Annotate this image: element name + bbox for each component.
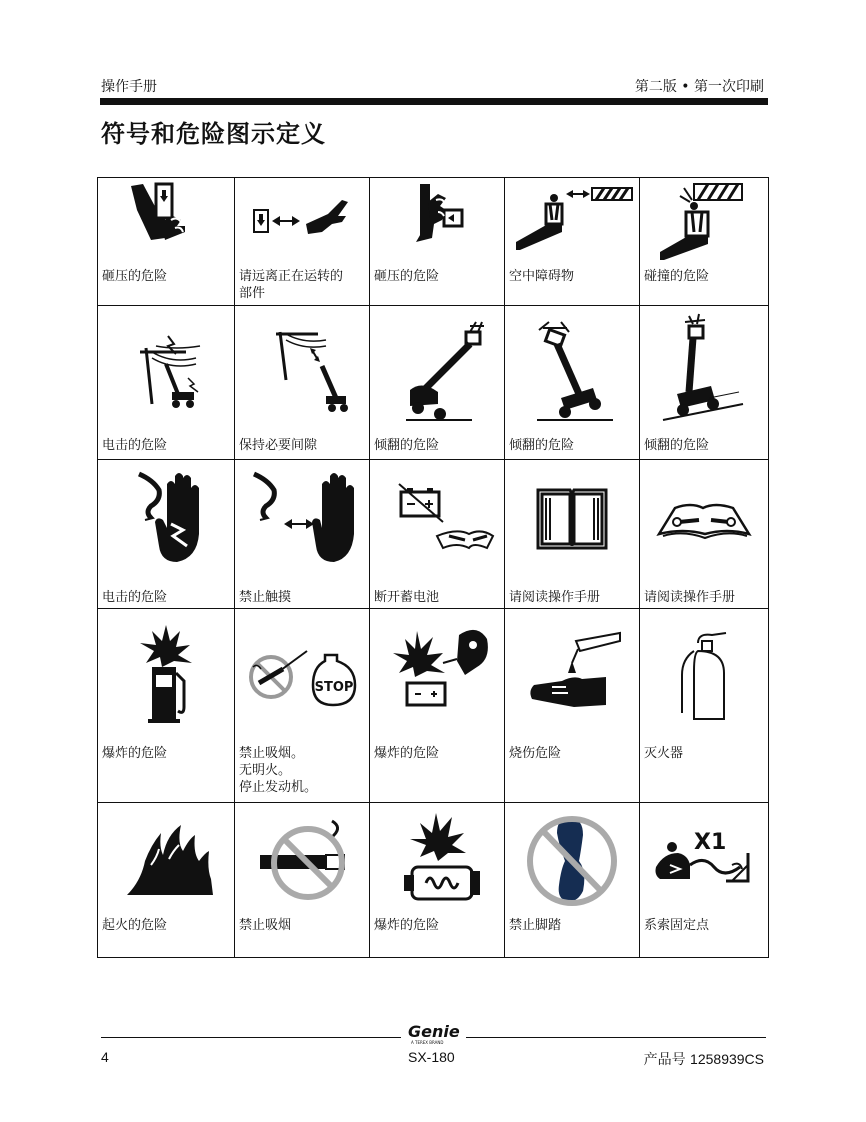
symbol-label: 禁止脚踏 xyxy=(509,918,562,933)
table-row xyxy=(98,803,769,958)
symbol-label: 爆炸的危险 xyxy=(102,746,168,761)
edition-info: 第二版 • 第一次印刷 xyxy=(634,79,764,95)
table-cell xyxy=(98,178,235,305)
table-cell xyxy=(640,803,769,957)
header-rule xyxy=(100,98,768,105)
battery-explosion-icon xyxy=(370,611,504,741)
tip-over-hazard-icon xyxy=(370,308,504,428)
symbol-label: 电击的危险 xyxy=(102,438,168,453)
no-smoking-stop-icon xyxy=(235,611,369,741)
tip-over-hazard-icon xyxy=(640,308,768,428)
model-name: SX-180 xyxy=(408,1049,455,1065)
table-cell xyxy=(98,803,235,957)
symbol-label: 起火的危险 xyxy=(102,918,168,933)
footer-rule-right xyxy=(466,1037,766,1038)
lanyard-anchor-icon xyxy=(640,805,768,915)
symbol-label: 请阅读操作手册 xyxy=(644,590,736,605)
table-cell xyxy=(640,609,769,802)
read-manual-open-icon xyxy=(640,462,768,582)
no-smoking-icon xyxy=(235,805,369,915)
symbol-label: 请远离正在运转的 部件 xyxy=(239,269,344,301)
table-cell xyxy=(505,609,640,802)
symbol-label: 倾翻的危险 xyxy=(509,438,575,453)
fire-hazard-icon xyxy=(98,805,234,915)
symbol-label: 爆炸的危险 xyxy=(374,746,440,761)
symbol-label: 烧伤危险 xyxy=(509,746,562,761)
table-cell xyxy=(370,609,505,802)
no-step-icon xyxy=(505,805,639,915)
table-cell xyxy=(370,306,505,459)
collision-hazard-icon xyxy=(640,180,768,262)
symbol-label: 禁止触摸 xyxy=(239,590,292,605)
symbol-label: 倾翻的危险 xyxy=(374,438,440,453)
moving-parts-icon xyxy=(235,180,369,262)
symbol-label: 砸压的危险 xyxy=(102,269,168,284)
manual-name: 操作手册 xyxy=(101,79,157,95)
disconnect-battery-icon xyxy=(370,462,504,582)
symbol-label: 保持必要间隙 xyxy=(239,438,318,453)
symbol-label: 请阅读操作手册 xyxy=(509,590,601,605)
do-not-touch-icon xyxy=(235,462,369,582)
symbol-label: 倾翻的危险 xyxy=(644,438,710,453)
logo-tagline: A TEREX BRAND xyxy=(411,1040,444,1045)
table-cell xyxy=(370,460,505,608)
table-row xyxy=(98,460,769,609)
symbol-label: 电击的危险 xyxy=(102,590,168,605)
table-cell xyxy=(235,178,370,305)
table-cell xyxy=(235,803,370,957)
table-cell xyxy=(370,803,505,957)
maintain-clearance-icon xyxy=(235,308,369,428)
table-cell xyxy=(640,178,769,305)
symbol-label: 禁止吸烟。 无明火。 停止发动机。 xyxy=(239,746,318,795)
anchor-count-text: X1 xyxy=(694,830,727,855)
symbol-label: 灭火器 xyxy=(644,746,684,761)
table-cell xyxy=(98,609,235,802)
overhead-obstruction-icon xyxy=(505,180,639,262)
page-number: 4 xyxy=(101,1049,109,1065)
tip-over-hazard-icon xyxy=(505,308,639,428)
table-cell xyxy=(235,460,370,608)
part-number-value: 1258939CS xyxy=(690,1051,764,1067)
part-number xyxy=(644,1049,764,1069)
symbol-label: 碰撞的危险 xyxy=(644,269,710,284)
table-row xyxy=(98,306,769,460)
engine-explosion-icon xyxy=(370,805,504,915)
table-cell xyxy=(98,306,235,459)
symbol-label: 断开蓄电池 xyxy=(374,590,440,605)
symbol-label: 砸压的危险 xyxy=(374,269,440,284)
symbol-label: 禁止吸烟 xyxy=(239,918,292,933)
symbol-label: 空中障碍物 xyxy=(509,269,575,284)
genie-logo: Genie xyxy=(408,1022,460,1041)
table-cell xyxy=(370,178,505,305)
footer-rule-left xyxy=(101,1037,401,1038)
table-cell xyxy=(640,306,769,459)
table-cell xyxy=(98,460,235,608)
fire-extinguisher-icon xyxy=(640,611,768,741)
table-cell xyxy=(235,609,370,802)
electrocution-hand-icon xyxy=(98,462,234,582)
read-manual-icon xyxy=(505,462,639,582)
electrocution-hazard-icon xyxy=(98,308,234,428)
table-row xyxy=(98,609,769,803)
crush-hazard-icon xyxy=(98,180,234,262)
table-cell xyxy=(505,178,640,305)
table-row xyxy=(98,178,769,306)
table-cell xyxy=(235,306,370,459)
crush-hazard-icon xyxy=(370,180,504,262)
symbol-label: 爆炸的危险 xyxy=(374,918,440,933)
symbol-table xyxy=(97,177,769,958)
part-number-label: 产品号 xyxy=(643,1052,686,1068)
symbol-label: 系索固定点 xyxy=(644,918,710,933)
table-cell xyxy=(640,460,769,608)
table-cell xyxy=(505,460,640,608)
explosion-fuel-icon xyxy=(98,611,234,741)
burn-hazard-icon xyxy=(505,611,639,741)
page-title: 符号和危险图示定义 xyxy=(101,120,326,148)
table-cell xyxy=(505,306,640,459)
table-cell xyxy=(505,803,640,957)
stop-sign-text: STOP xyxy=(314,680,354,695)
